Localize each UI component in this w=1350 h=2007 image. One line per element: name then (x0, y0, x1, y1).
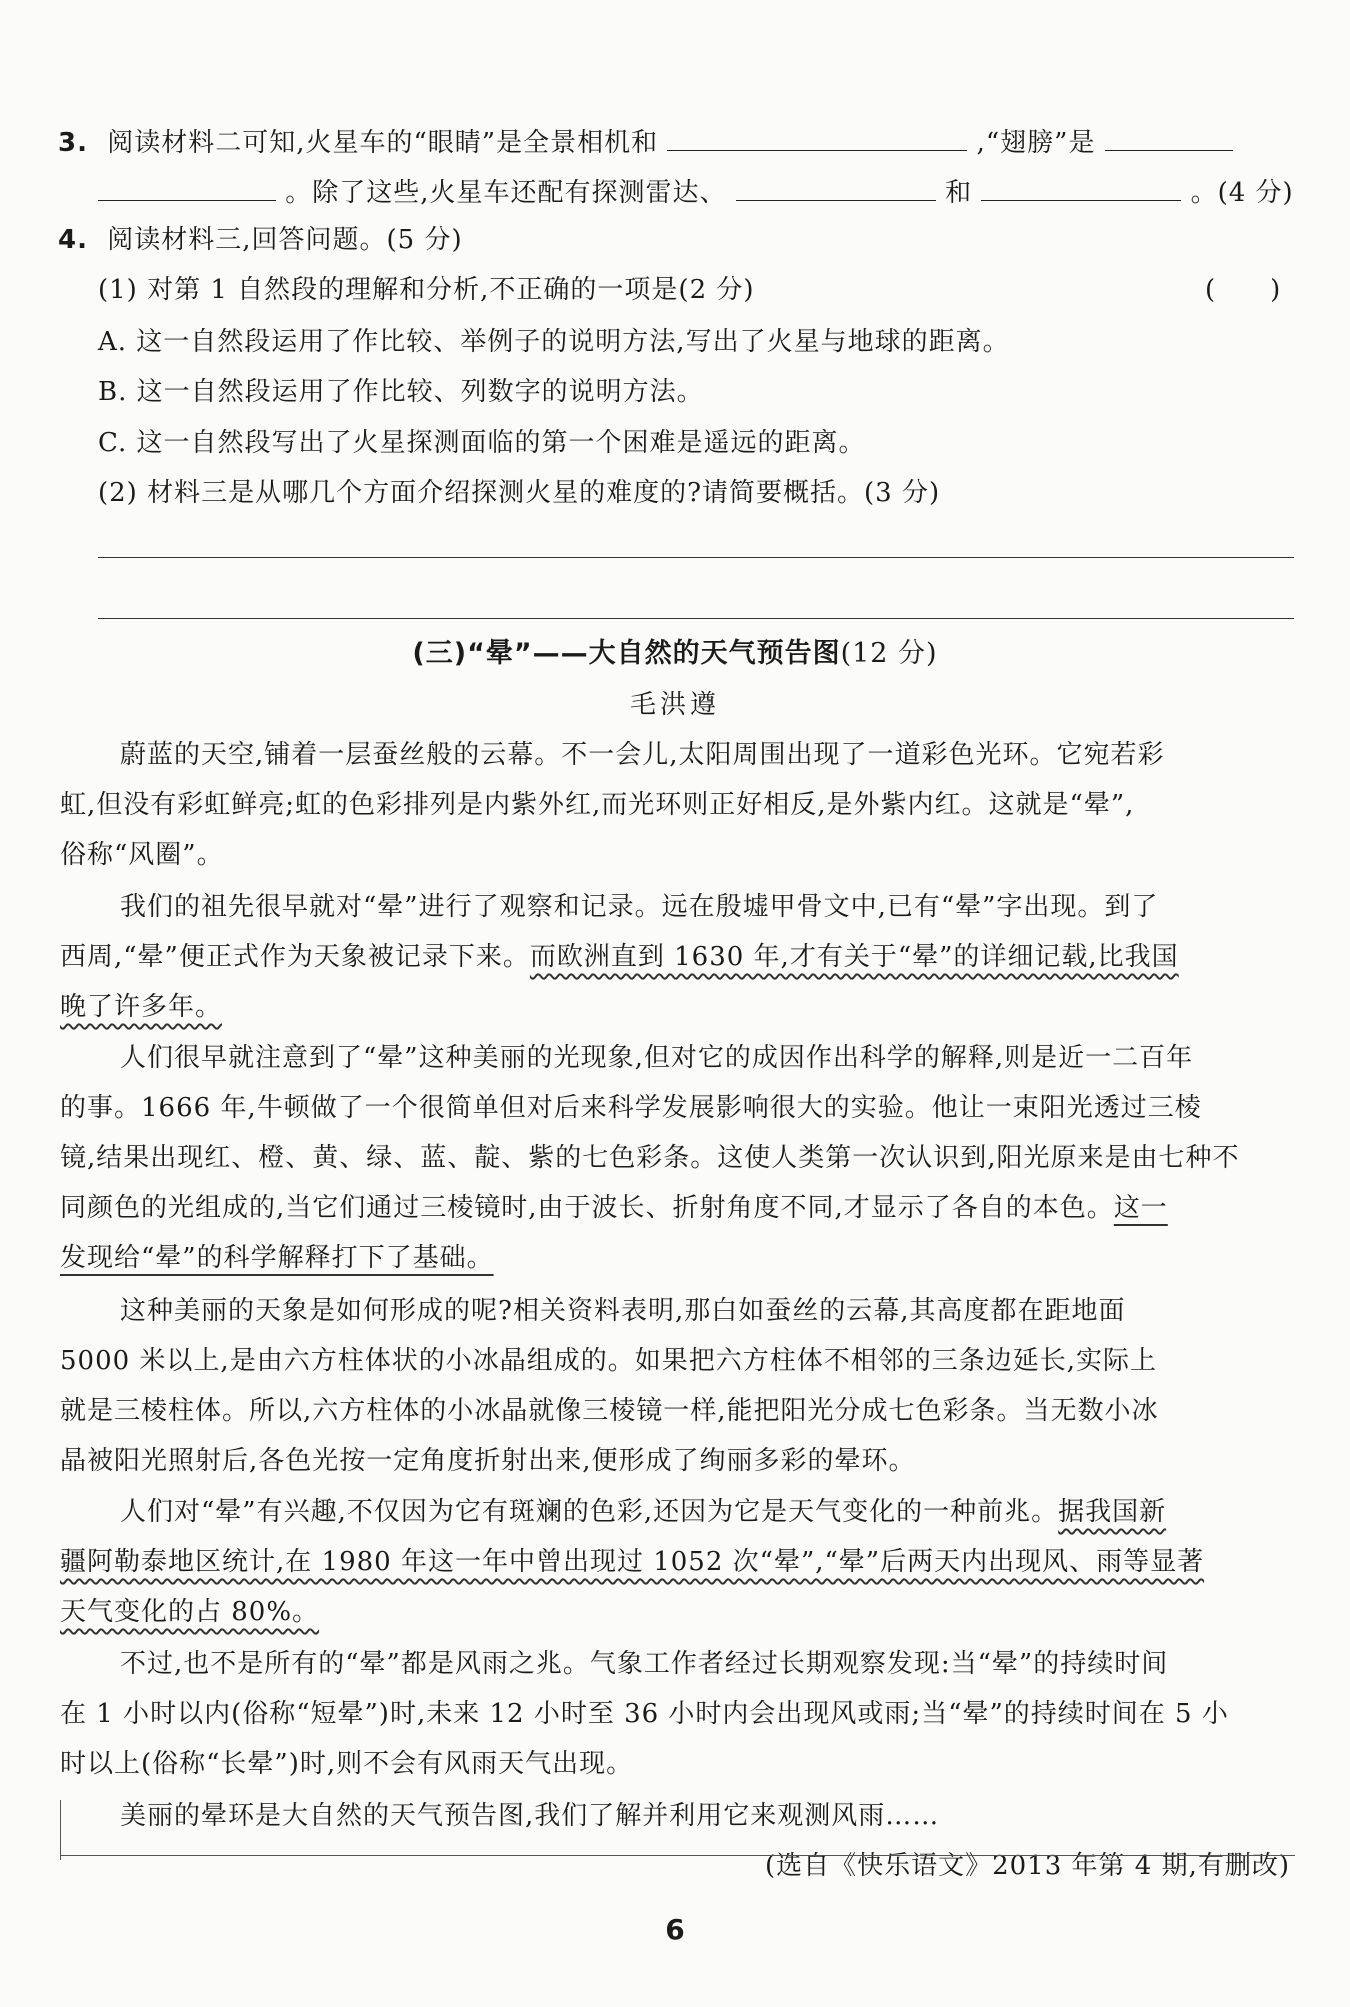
question-3-number: 3. (58, 128, 88, 158)
question-4-line (58, 222, 463, 258)
wavy-underlined-sentence-2: 据我国新 (1058, 1497, 1167, 1527)
question-4-sub-2: (2) 材料三是从哪几个方面介绍探测火星的难度的?请简要概括。(3 分) (98, 478, 941, 508)
paragraph-1-line-1: 蔚蓝的天空,铺着一层蚕丝般的云幕。不一会儿,太阳周围出现了一道彩色光环。它宛若彩 (120, 740, 1165, 770)
article-source: (选自《快乐语文》2013 年第 4 期,有删改) (764, 1851, 1290, 1881)
article-score: (12 分) (840, 638, 938, 669)
article-author: 毛洪遵 (629, 690, 720, 720)
paragraph-2-line-2 (60, 939, 1179, 975)
paragraph-5-text: 人们对“晕”有兴趣,不仅因为它有斑斓的色彩,还因为它是天气变化的一种前兆。 (120, 1497, 1059, 1527)
question-3-text-and: 和 (945, 178, 973, 208)
paragraph-4-line-2: 5000 米以上,是由六方柱体状的小冰晶组成的。如果把六方柱体不相邻的三条边延长,实际上 (60, 1346, 1157, 1376)
article-heading (0, 636, 1350, 672)
wavy-underlined-sentence-2-end: 天气变化的占 80%。 (60, 1597, 320, 1627)
answer-line-1[interactable] (98, 557, 1294, 558)
page-number: 6 (665, 1913, 685, 1946)
wavy-underlined-sentence-1-end: 晚了许多年。 (60, 992, 223, 1022)
wavy-underlined-sentence-1: 而欧洲直到 1630 年,才有关于“晕”的详细记载,比我国 (529, 942, 1179, 972)
article-title: (三)“晕”——大自然的天气预告图 (412, 638, 841, 669)
option-a: A. 这一自然段运用了作比较、举例子的说明方法,写出了火星与地球的距离。 (98, 327, 1010, 357)
paragraph-4-line-4: 晶被阳光照射后,各色光按一定角度折射出来,便形成了绚丽多彩的晕环。 (60, 1446, 916, 1476)
option-b: B. 这一自然段运用了作比较、列数字的说明方法。 (98, 377, 704, 407)
paragraph-6-line-2: 在 1 小时以内(俗称“短晕”)时,未来 12 小时至 36 小时内会出现风或雨;当“晕”的持续时间在 5 小 (60, 1699, 1229, 1729)
paragraph-5-line-1 (120, 1494, 1166, 1530)
paragraph-5-line-2 (60, 1544, 1204, 1580)
question-4-text: 阅读材料三,回答问题。(5 分) (107, 225, 463, 255)
answer-blank-wings-1[interactable] (1105, 120, 1233, 151)
bottom-rule (60, 1855, 1295, 1856)
question-3-text-radar: 。除了这些,火星车还配有探测雷达、 (285, 178, 727, 208)
question-4-number: 4. (58, 225, 88, 255)
paragraph-7: 美丽的晕环是大自然的天气预告图,我们了解并利用它来观测风雨…… (120, 1801, 940, 1831)
paragraph-5-line-3 (60, 1594, 319, 1630)
paragraph-3-text: 同颜色的光组成的,当它们通过三棱镜时,由于波长、折射角度不同,才显示了各自的本色。 (60, 1193, 1114, 1223)
answer-blank-camera[interactable] (667, 120, 967, 151)
paragraph-2-line-3 (60, 989, 222, 1025)
paragraph-2-line-1: 我们的祖先很早就对“晕”进行了观察和记录。远在殷墟甲骨文中,已有“晕”字出现。到了 (120, 892, 1159, 922)
answer-line-2[interactable] (98, 618, 1294, 619)
margin-line (60, 1800, 61, 1860)
underlined-sentence: 这一 (1113, 1193, 1168, 1223)
paragraph-3-line-3: 镜,结果出现红、橙、黄、绿、蓝、靛、紫的七色彩条。这使人类第一次认识到,阳光原来是由七种不 (60, 1143, 1240, 1173)
wavy-underlined-sentence-2-mid: 疆阿勒泰地区统计,在 1980 年这一年中曾出现过 1052 次“晕”,“晕”后两天内出现风、雨等显著 (60, 1547, 1205, 1577)
question-3-line-1 (58, 120, 1233, 161)
question-3-score: 。(4 分) (1190, 178, 1294, 208)
paragraph-1-line-2: 虹,但没有彩虹鲜亮;虹的色彩排列是内紫外红,而光环则正好相反,是外紫内红。这就是“晕”, (60, 790, 1135, 820)
paragraph-4-line-1: 这种美丽的天象是如何形成的呢?相关资料表明,那白如蚕丝的云幕,其高度都在距地面 (120, 1296, 1126, 1326)
paragraph-3-line-5 (60, 1240, 494, 1276)
paragraph-6-line-1: 不过,也不是所有的“晕”都是风雨之兆。气象工作者经过长期观察发现:当“晕”的持续时间 (120, 1649, 1169, 1679)
paragraph-3-line-2: 的事。1666 年,牛顿做了一个很简单但对后来科学发展影响很大的实验。他让一束阳光透过三棱 (60, 1093, 1202, 1123)
answer-blank-equipment-1[interactable] (736, 170, 936, 201)
question-3-line-2 (98, 170, 1294, 211)
underlined-sentence-end: 发现给“晕”的科学解释打下了基础。 (60, 1243, 494, 1273)
paragraph-1-line-3: 俗称“风圈”。 (60, 840, 224, 870)
answer-parentheses[interactable]: ( ) (1205, 275, 1282, 305)
paragraph-2-text: 西周,“晕”便正式作为天象被记录下来。 (60, 942, 530, 972)
question-3-text-wings: ,“翅膀”是 (976, 128, 1096, 158)
question-4-sub-1: (1) 对第 1 自然段的理解和分析,不正确的一项是(2 分) (98, 275, 755, 305)
answer-blank-wings-2[interactable] (98, 170, 276, 201)
answer-blank-equipment-2[interactable] (981, 170, 1181, 201)
option-c: C. 这一自然段写出了火星探测面临的第一个困难是遥远的距离。 (98, 428, 866, 458)
paragraph-3-line-4 (60, 1190, 1168, 1226)
paragraph-6-line-3: 时以上(俗称“长晕”)时,则不会有风雨天气出现。 (60, 1749, 634, 1779)
question-3-text: 阅读材料二可知,火星车的“眼睛”是全景相机和 (107, 128, 659, 158)
paragraph-4-line-3: 就是三棱柱体。所以,六方柱体的小冰晶就像三棱镜一样,能把阳光分成七色彩条。当无数小冰 (60, 1396, 1159, 1426)
paragraph-3-line-1: 人们很早就注意到了“晕”这种美丽的光现象,但对它的成因作出科学的解释,则是近一二百年 (120, 1043, 1194, 1073)
